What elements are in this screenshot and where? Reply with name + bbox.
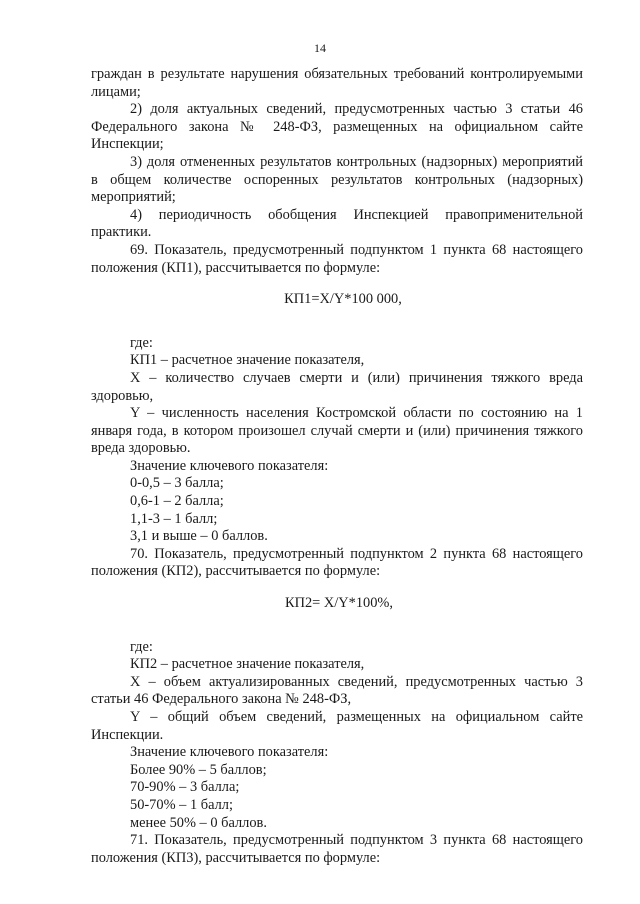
definition-x-1: X – количество случаев смерти и (или) причинения тяжкого вреда здоровью, [91, 369, 583, 404]
where-label-2: где: [130, 638, 153, 655]
value-item: 0,6-1 – 2 балла; [130, 493, 224, 510]
definition-y-1: Y – численность населения Костромской области по состоянию на 1 января года, в котором произошел случай смерти и (или) причинения тяжкого вреда здоровью. [91, 405, 583, 457]
formula-kp2: КП2= X/Y*100%, [284, 595, 394, 612]
clause-71: 71. Показатель, предусмотренный подпунктом 3 пункта 68 настоящего положения (КП3), рассчитывается по формуле: [91, 832, 583, 866]
list-item-3: 3) доля отмененных результатов контрольных (надзорных) мероприятий в общем количестве оспоренных результатов контрольных (надзорных) мероприятий; [91, 153, 583, 206]
value-item: 1,1-3 – 1 балл; [130, 510, 218, 527]
value-header-2: Значение ключевого показателя: [130, 744, 329, 761]
formula-kp1: КП1=X/Y*100 000, [284, 291, 402, 308]
value-header-1: Значение ключевого показателя: [130, 457, 329, 474]
value-item: 3,1 и выше – 0 баллов. [130, 528, 268, 545]
list-item-2: 2) доля актуальных сведений, предусмотренных частью 3 статьи 46 Федерального закона № 248-ФЗ, размещенных на официальном сайте Инспекции; [91, 101, 583, 153]
definition-y-2: Y – общий объем сведений, размещенных на официальном сайте Инспекции. [91, 709, 583, 743]
value-item: Более 90% – 5 баллов; [130, 761, 267, 778]
clause-69: 69. Показатель, предусмотренный подпунктом 1 пункта 68 настоящего положения (КП1), рассчитывается по формуле: [91, 241, 583, 276]
page-number: 14 [314, 41, 326, 55]
document-body [91, 66, 583, 867]
definition-kp1: КП1 – расчетное значение показателя, [130, 352, 365, 369]
value-item: 0-0,5 – 3 балла; [130, 475, 224, 492]
definition-x-2: X – объем актуализированных сведений, предусмотренных частью 3 статьи 46 Федерального закона № 248-ФЗ, [91, 673, 583, 708]
list-item-4: 4) периодичность обобщения Инспекцией правоприменительной практики. [91, 206, 583, 241]
value-item: 50-70% – 1 балл; [130, 796, 233, 813]
value-item: 70-90% – 3 балла; [130, 779, 240, 796]
clause-70: 70. Показатель, предусмотренный подпунктом 2 пункта 68 настоящего положения (КП2), рассчитывается по формуле: [91, 545, 583, 580]
definition-kp2: КП2 – расчетное значение показателя, [130, 656, 365, 673]
where-label-1: где: [130, 334, 153, 351]
paragraph-continuation: граждан в результате нарушения обязательных требований контролируемыми лицами; [91, 66, 583, 100]
value-item: менее 50% – 0 баллов. [130, 814, 267, 831]
